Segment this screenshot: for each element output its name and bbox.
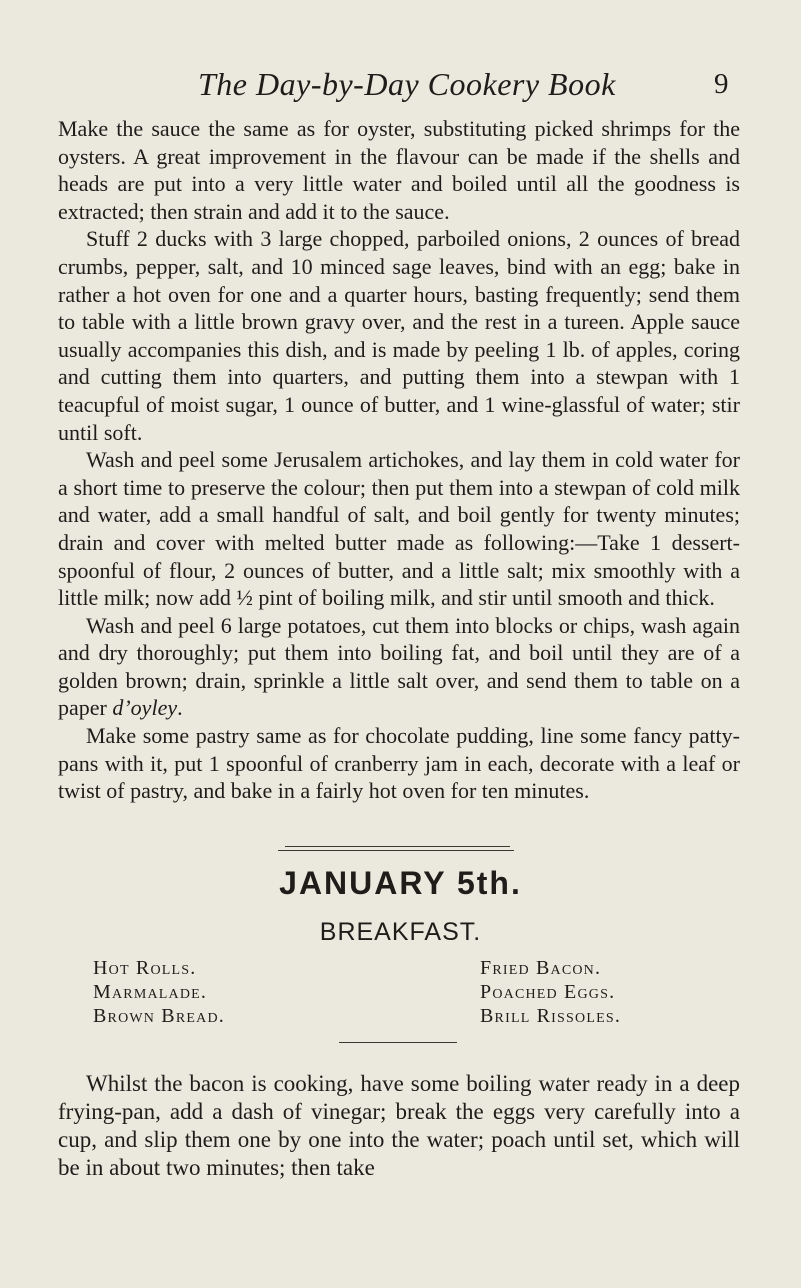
potato-chips-text: Wash and peel 6 large potatoes, cut them into blocks or chips, wash again and dry thoroughly; put them into boiling fat, and boil until they are of a golden brown; drain, sprinkle a little salt over, and send them to table on a paper — [58, 612, 740, 721]
menu-divider — [339, 1042, 457, 1043]
day-heading: JANUARY 5th. — [279, 865, 522, 901]
potato-chips-italic: d’oyley — [112, 695, 178, 721]
menu-item: Marmalade. — [93, 981, 208, 1003]
closing-text — [58, 1070, 740, 1182]
recipe-paragraph-stuffed-ducks: Stuff 2 ducks with 3 large chopped, parboiled onions, 2 ounces of bread crumbs, pepper, salt, and 10 minced sage leaves, bind with an egg; bake in rather a hot oven for one and a quarter hours, basting frequently; send them to table with a little brown gravy over, and the rest in a tureen. Apple sauce usually accompanies this dish, and is made by peeling 1 lb. of apples, coring and cutting them into quarters, and putting them into a stewpan with 1 teacupful of moist sugar, 1 ounce of butter, and 1 wine-glassful of water; stir until soft. — [58, 226, 740, 445]
menu-item: Brill Rissoles. — [480, 1005, 622, 1027]
potato-chips-text-end: . — [177, 695, 183, 721]
recipe-paragraph-cranberry-tarts: Make some pastry same as for chocolate pudding, line some fancy patty-pans with it, put 1 spoonful of cranberry jam in each, decorate with a leaf or twist of pastry, and bake in a fairly hot oven for ten minutes. — [58, 723, 740, 804]
menu-column-right — [480, 956, 621, 1028]
recipe-paragraph-artichokes: Wash and peel some Jerusalem artichokes, and lay them in cold water for a short time to preserve the colour; then put them into a stewpan of cold milk and water, add a small handful of salt, and boil gently for twenty minutes; drain and cover with melted butter made as following:—Take 1 dessert-spoonful of flour, 2 ounces of butter, and a little salt; mix smoothly with a little milk; now add ½ pint of boiling milk, and stir until smooth and thick. — [58, 447, 740, 611]
page-header — [0, 66, 801, 106]
menu-item: Poached Eggs. — [480, 981, 616, 1003]
recipe-text — [58, 115, 740, 805]
section-divider-bottom — [278, 850, 514, 851]
menu-column-left — [93, 956, 225, 1028]
running-title: The Day-by-Day Cookery Book — [198, 66, 616, 102]
menu-item: Brown Bread. — [93, 1005, 225, 1027]
section-divider-top — [285, 846, 510, 847]
menu-item: Hot Rolls. — [93, 957, 197, 979]
page-number: 9 — [714, 68, 729, 100]
meal-heading: BREAKFAST. — [319, 918, 482, 946]
recipe-paragraph-poached-eggs: Whilst the bacon is cooking, have some boiling water ready in a deep frying-pan, add a dash of vinegar; break the eggs very carefully into a cup, and slip them one by one into the water; poach until set, which will be in about two minutes; then take — [58, 1071, 740, 1180]
menu-item: Fried Bacon. — [480, 957, 602, 979]
recipe-paragraph-potato-chips — [58, 612, 740, 722]
recipe-paragraph-shrimp-sauce: Make the sauce the same as for oyster, substituting picked shrimps for the oysters. A great improvement in the flavour can be made if the shells and heads are put into a very little water and boiled until all the goodness is extracted; then strain and add it to the sauce. — [58, 116, 740, 224]
